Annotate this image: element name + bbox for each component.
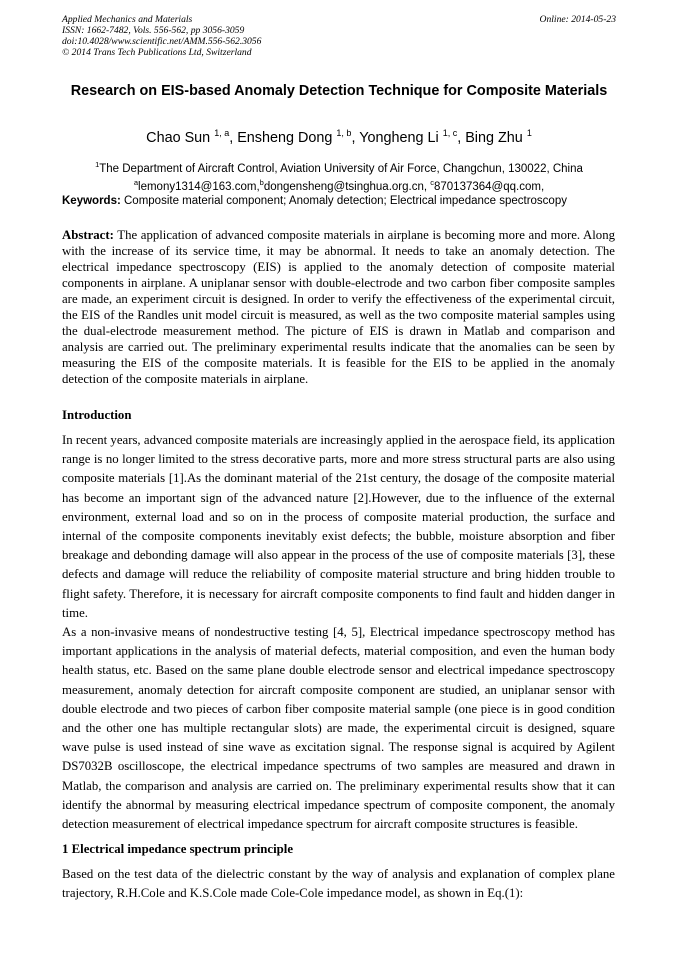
copyright-line: © 2014 Trans Tech Publications Ltd, Switzerland [62,47,252,58]
keywords-text: Composite material component; Anomaly detection; Electrical impedance spectroscopy [124,195,567,207]
author-name: Bing Zhu [465,129,523,146]
online-date: Online: 2014-05-23 [539,14,616,25]
introduction-body [62,431,615,834]
journal-name: Applied Mechanics and Materials [62,14,193,25]
introduction-heading: Introduction [62,408,132,422]
author-name: Chao Sun [146,129,211,146]
affiliation-line [62,158,616,176]
abstract-label: Abstract: [62,228,114,242]
email-mark: c [430,177,434,187]
affiliation-block [62,158,616,194]
author-name: Ensheng Dong [237,129,333,146]
doi-line: doi:10.4028/www.scientific.net/AMM.556-562.3056 [62,36,262,47]
abstract [62,227,615,387]
author-list: Chao Sun $^{1, a}$, Ensheng Dong $^{1, b}$, Yongheng Li $^{1, c}$, Bing Zhu $^1$ [146,128,532,146]
email-mark: b [259,177,264,187]
keywords-label: Keywords: [62,195,121,207]
paragraph: In recent years, advanced composite materials are increasingly applied in the aerospace field, its application range is no longer limited to the stress decorative parts, more and more stress structural parts are also using composite materials [1].As the dominant material of the 21st century, the dosage of the composite material has become an important sign of the advanced nature [2].However, due to the influence of the external environment, external load and so on in the process of composite material production, the surface and internal of the composite components inevitably exist defects; the bubble, moisture absorption and fiber breakage and debonding damage will also appear in the process of the use of composite materials [3], these defects and damage will reduce the reliability of composite material structure and bring hidden trouble to flight safety. Therefore, it is necessary for aircraft composite components to find fault and hidden danger in time. [62,433,615,620]
section-heading: 1 Electrical impedance spectrum principle [62,842,294,856]
affiliation-mark: 1 [95,160,100,169]
journal-header [62,14,261,58]
email-address: dongensheng@tsinghua.org.cn, [263,180,428,193]
author-affiliation-mark: 1, c [442,128,458,138]
author-name: Yongheng Li [359,129,439,146]
affiliation-text: The Department of Aircraft Control, Aviation University of Air Force, Changchun, 130022, China [99,162,583,175]
keywords [62,195,622,207]
paper-title: Research on EIS-based Anomaly Detection Technique for Composite Materials [70,83,608,99]
email-mark: a [133,177,139,187]
email-address: 870137364@qq.com, [434,180,545,193]
section-paragraph: Based on the test data of the dielectric constant by the way of analysis and explanation of complex plane trajectory, R.H.Cole and K.S.Cole made Cole-Cole impedance model, as shown in Eq.(1): [62,867,615,901]
email-address: lemony1314@163.com, [138,180,260,193]
abstract-text: The application of advanced composite materials in airplane is becoming more and more. Along with the increase of its service time, it may be abnormal. It needs to take an anomaly detection. The electrical impedance spectroscopy (EIS) is applied to the anomaly detection of composite material components in airplane. A uniplanar sensor with double-electrode and two carbon fiber composite samples are made, an experiment circuit is designed. In order to verify the effectiveness of the experimental circuit, the EIS of the Randles unit model circuit is measured, as well as the two composite material samples using the dual-electrode measurement method. The picture of EIS is drawn in Matlab and comparison and analysis are carried out. The preliminary experimental results indicate that the anomalies can be seen by measuring the EIS of the composite materials. It is feasible for the EIS to be applied in the anomaly detection of the composite materials in airplane. [62,228,615,386]
issn-line: ISSN: 1662-7482, Vols. 556-562, pp 3056-3059 [62,25,245,36]
author-affiliation-mark: 1, b [336,128,352,138]
email-line [62,176,616,194]
author-affiliation-mark: 1 [526,128,532,138]
paragraph: As a non-invasive means of nondestructive testing [4, 5], Electrical impedance spectroscopy method has important applications in the analysis of material defects, material composition, and even the human body health status, etc. Based on the same plane double electrode sensor and electrical impedance spectroscopy measurement, anomaly detection for aircraft composite component are studied, an uniplanar sensor with double electrode and two pieces of carbon fiber composite material sample (one piece is in good condition and the other one has multiple rectangular slots) are made, the experimental circuit is designed, square wave pulse is used instead of sine wave as excitation signal. The response signal is acquired by Agilent DS7032B oscilloscope, the electrical impedance spectrums of two samples are measured and drawn in Matlab, the comparison and analysis are carried on. The preliminary experimental results show that it can identify the abnormal by measuring electrical impedance spectrum of composite component, the anomaly detection measurement of electrical impedance spectrum for aircraft composite structures is feasible. [62,625,615,832]
author-affiliation-mark: 1, a [214,128,230,138]
